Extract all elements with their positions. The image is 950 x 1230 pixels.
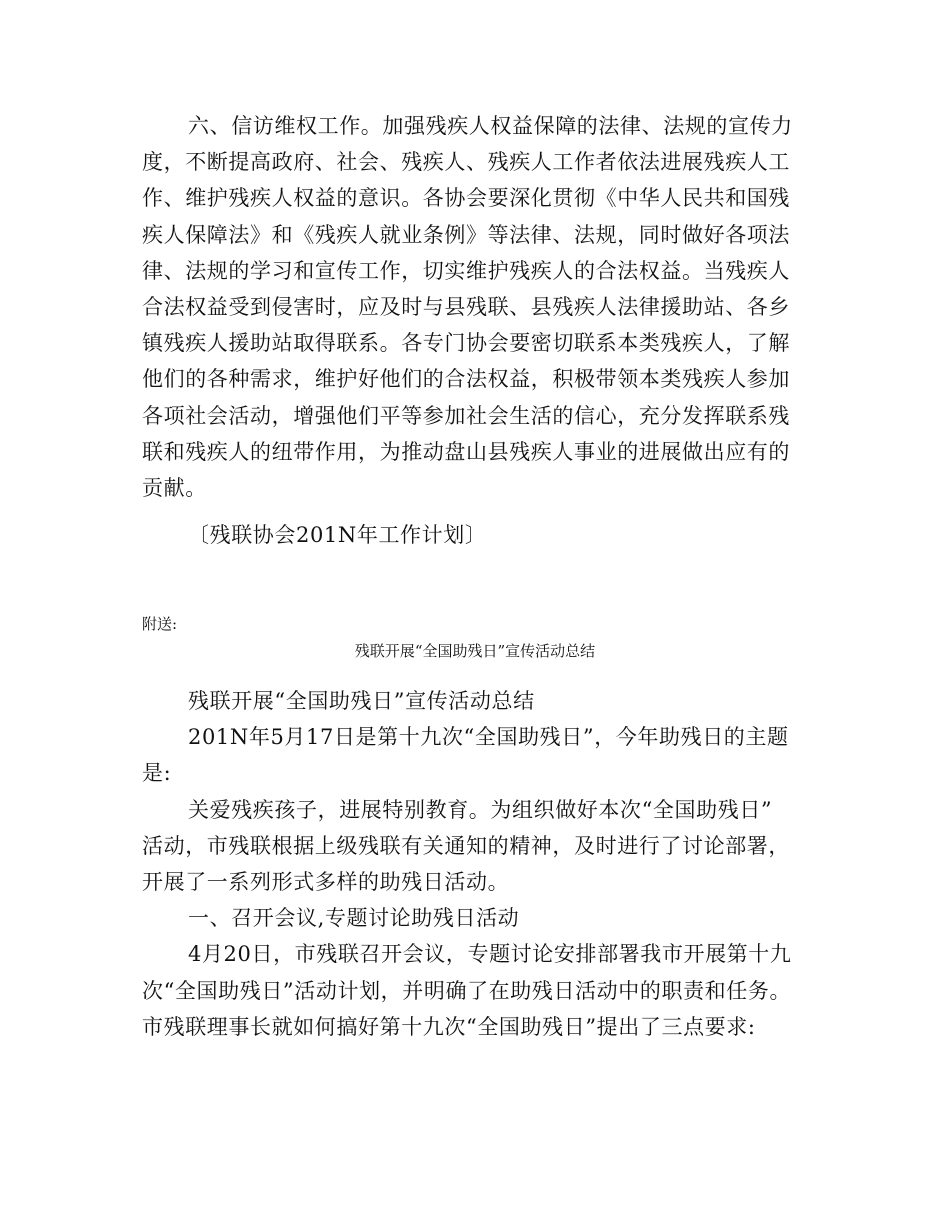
attachment-label: 附送:	[142, 615, 178, 633]
section-six-paragraph	[142, 108, 812, 506]
text-line: 关爱残疾孩子，进展特别教育。为组织做好本次“全国助残日”	[188, 797, 773, 822]
text-line: 律、法规的学习和宣传工作，切实维护残疾人的合法权益。当残疾人	[142, 258, 790, 283]
text-line: 疾人保障法》和《残疾人就业条例》等法律、法规，同时做好各项法	[142, 222, 790, 247]
text-line: 六、信访维权工作。加强残疾人权益保障的法律、法规的宣传力	[188, 114, 793, 138]
source-note: 〔残联协会201N年工作计划〕	[188, 523, 487, 547]
article-body	[142, 683, 812, 1045]
text-line: 作、维护残疾人权益的意识。各协会要深化贯彻《中华人民共和国残	[142, 186, 790, 211]
text-line: 联和残疾人的纽带作用，为推动盘山县残疾人事业的进展做出应有的	[142, 439, 790, 464]
section-one-heading: 一、召开会议,专题讨论助残日活动	[188, 906, 520, 931]
text-line: 各项社会活动，增强他们平等参加社会生活的信心，充分发挥联系残	[142, 403, 790, 428]
text-line: 市残联理事长就如何搞好第十九次“全国助残日”提出了三点要求:	[142, 1014, 756, 1039]
text-line: 他们的各种需求，维护好他们的合法权益，积极带领本类残疾人参加	[142, 367, 790, 392]
text-line: 201N年5月17日是第十九次“全国助残日”，今年助残日的主题	[188, 725, 789, 750]
text-line: 贡献。	[142, 476, 207, 501]
text-line: 镇残疾人援助站取得联系。各专门协会要密切联系本类残疾人，了解	[142, 331, 790, 356]
attachment-title: 残联开展“全国助残日”宣传活动总结	[354, 642, 596, 660]
text-line: 开展了一系列形式多样的助残日活动。	[142, 870, 510, 895]
text-line: 度，不断提高政府、社会、残疾人、残疾人工作者依法进展残疾人工	[142, 150, 790, 175]
article-heading: 残联开展“全国助残日”宣传活动总结	[188, 689, 535, 713]
text-line: 次“全国助残日”活动计划，并明确了在助残日活动中的职责和任务。	[142, 978, 792, 1003]
text-line: 合法权益受到侵害时，应及时与县残联、县残疾人法律援助站、各乡	[142, 295, 790, 320]
text-line: 是:	[142, 761, 172, 786]
text-line: 4月20日，市残联召开会议，专题讨论安排部署我市开展第十九	[188, 942, 792, 967]
text-line: 活动，市残联根据上级残联有关通知的精神，及时进行了讨论部署，	[142, 833, 790, 858]
